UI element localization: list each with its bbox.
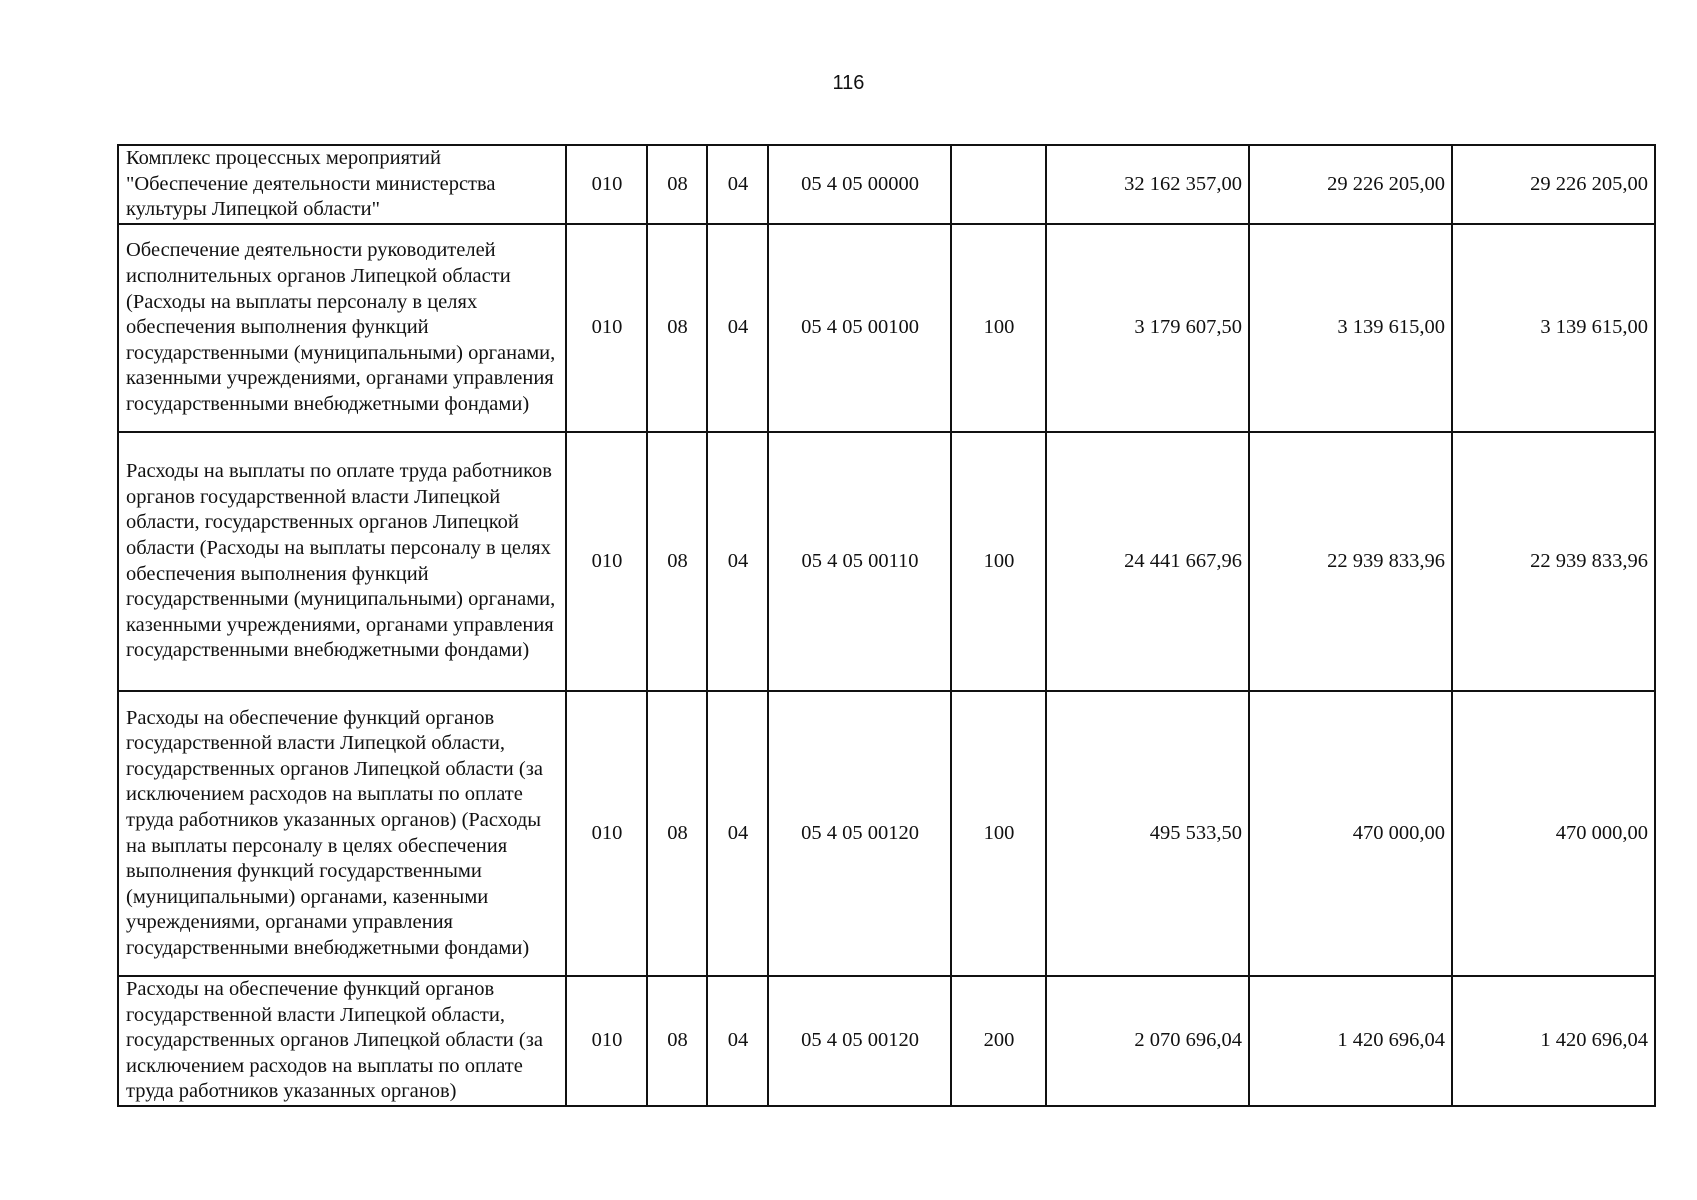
amount-year-3: 3 139 615,00	[1452, 224, 1655, 432]
amount-year-1: 3 179 607,50	[1046, 224, 1249, 432]
amount-year-2: 22 939 833,96	[1249, 432, 1452, 691]
target-article-code: 05 4 05 00110	[768, 432, 951, 691]
section-code: 08	[647, 145, 707, 224]
ministry-code: 010	[566, 224, 647, 432]
amount-year-3: 470 000,00	[1452, 691, 1655, 976]
subsection-code: 04	[707, 224, 768, 432]
page-number: 116	[832, 72, 865, 94]
table-row	[118, 224, 1655, 432]
amount-year-1: 32 162 357,00	[1046, 145, 1249, 224]
row-description: Расходы на обеспечение функций органов государственной власти Липецкой области, государственных органов Липецкой области (за исключением расходов на выплаты по оплате труда работников указанных органов) (Расходы на выплаты персоналу в целях обеспечения выполнения функций государственными (муниципальными) органами, казенными учреждениями, органами управления государственными внебюджетными фондами)	[118, 691, 566, 976]
target-article-code: 05 4 05 00120	[768, 691, 951, 976]
amount-year-3: 22 939 833,96	[1452, 432, 1655, 691]
ministry-code: 010	[566, 432, 647, 691]
table-row	[118, 691, 1655, 976]
subsection-code: 04	[707, 145, 768, 224]
amount-year-3: 29 226 205,00	[1452, 145, 1655, 224]
section-code: 08	[647, 432, 707, 691]
table-row	[118, 432, 1655, 691]
subsection-code: 04	[707, 691, 768, 976]
amount-year-2: 1 420 696,04	[1249, 976, 1452, 1106]
row-description: Обеспечение деятельности руководителей исполнительных органов Липецкой области (Расходы на выплаты персоналу в целях обеспечения выполнения функций государственными (муниципальными) органами, казенными учреждениями, органами управления государственными внебюджетными фондами)	[118, 224, 566, 432]
subsection-code: 04	[707, 976, 768, 1106]
amount-year-1: 2 070 696,04	[1046, 976, 1249, 1106]
section-code: 08	[647, 691, 707, 976]
ministry-code: 010	[566, 691, 647, 976]
expense-type-code: 200	[951, 976, 1046, 1106]
target-article-code: 05 4 05 00120	[768, 976, 951, 1106]
expense-type-code	[951, 145, 1046, 224]
subsection-code: 04	[707, 432, 768, 691]
target-article-code: 05 4 05 00100	[768, 224, 951, 432]
amount-year-2: 3 139 615,00	[1249, 224, 1452, 432]
expense-type-code: 100	[951, 432, 1046, 691]
target-article-code: 05 4 05 00000	[768, 145, 951, 224]
section-code: 08	[647, 224, 707, 432]
expense-type-code: 100	[951, 691, 1046, 976]
row-description: Комплекс процессных мероприятий "Обеспечение деятельности министерства культуры Липецкой области"	[118, 145, 566, 224]
table-row	[118, 145, 1655, 224]
section-code: 08	[647, 976, 707, 1106]
budget-table	[117, 144, 1656, 1107]
table-row	[118, 976, 1655, 1106]
expense-type-code: 100	[951, 224, 1046, 432]
amount-year-2: 470 000,00	[1249, 691, 1452, 976]
row-description: Расходы на обеспечение функций органов государственной власти Липецкой области, государственных органов Липецкой области (за исключением расходов на выплаты по оплате труда работников указанных органов)	[118, 976, 566, 1106]
amount-year-1: 495 533,50	[1046, 691, 1249, 976]
table-body	[118, 145, 1655, 1106]
amount-year-2: 29 226 205,00	[1249, 145, 1452, 224]
amount-year-1: 24 441 667,96	[1046, 432, 1249, 691]
ministry-code: 010	[566, 145, 647, 224]
ministry-code: 010	[566, 976, 647, 1106]
amount-year-3: 1 420 696,04	[1452, 976, 1655, 1106]
row-description: Расходы на выплаты по оплате труда работников органов государственной власти Липецкой области, государственных органов Липецкой области (Расходы на выплаты персоналу в целях обеспечения выполнения функций государственными (муниципальными) органами, казенными учреждениями, органами управления государственными внебюджетными фондами)	[118, 432, 566, 691]
